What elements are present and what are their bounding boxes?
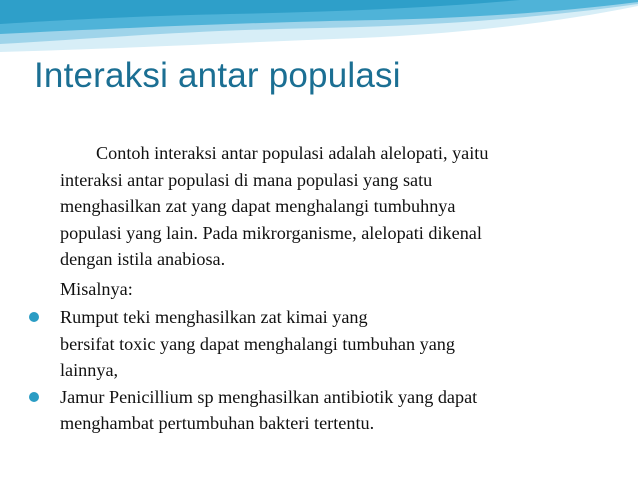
bullet-line: Rumput teki menghasilkan zat kimai yang xyxy=(60,307,368,327)
paragraph-line: dengan istila anabiosa. xyxy=(60,249,226,269)
bullet-dot-icon xyxy=(29,312,39,322)
paragraph-line: interaksi antar populasi di mana populasi yang satu xyxy=(60,169,433,190)
bullet-item xyxy=(60,304,609,384)
bullet-item xyxy=(60,384,609,437)
slide-title: Interaksi antar populasi xyxy=(34,56,401,95)
intro-paragraph xyxy=(60,140,609,273)
bullet-line: menghambat pertumbuhan bakteri tertentu. xyxy=(60,413,375,433)
paragraph-line: Contoh interaksi antar populasi adalah alelopati, yaitu xyxy=(96,143,489,163)
bullet-line: Jamur Penicillium sp menghasilkan antibiotik yang dapat xyxy=(60,386,478,407)
bullet-line: lainnya, xyxy=(60,360,119,380)
slide-body xyxy=(24,140,609,437)
bullet-line: bersifat toxic yang dapat menghalangi tumbuhan yang xyxy=(60,333,455,354)
paragraph-line: populasi yang lain. Pada mikrorganisme, alelopati dikenal xyxy=(60,222,482,243)
paragraph-line: menghasilkan zat yang dapat menghalangi tumbuhnya xyxy=(60,196,456,216)
bullet-dot-icon xyxy=(29,392,39,402)
example-label: Misalnya: xyxy=(60,278,133,299)
